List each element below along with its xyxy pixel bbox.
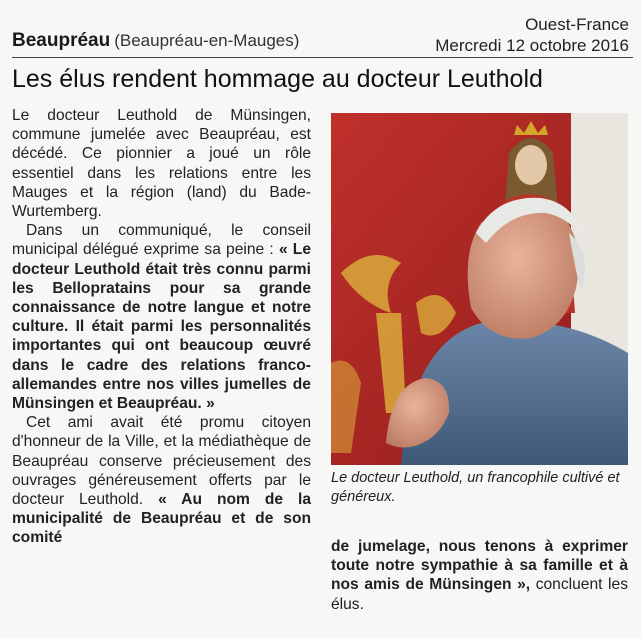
paragraph-3-outro: concluent les élus. bbox=[331, 576, 628, 613]
article-title: Les élus rendent hommage au docteur Leuthold bbox=[12, 65, 543, 93]
publication-date: Mercredi 12 octobre 2016 bbox=[435, 36, 629, 55]
paragraph-3 bbox=[12, 413, 311, 547]
commune-name: (Beaupréau-en-Mauges) bbox=[114, 31, 300, 50]
paragraph-2-intro: Dans un communiqué, le conseil municipal délégué exprime sa peine : bbox=[12, 222, 311, 259]
town-name: Beaupréau bbox=[12, 30, 111, 51]
portrait-photo bbox=[331, 113, 628, 465]
paragraph-3-continued bbox=[331, 537, 628, 614]
council-quote: « Le docteur Leuthold était très connu parmi les Bellopratains pour sa grande connaissance de notre langue et notre culture. Il était parmi les personnalités importantes qui ont beaucoup œuvré dans le cadre des relations franco-allemandes entre nos villes jumelles de Münsingen et Beaupréau. » bbox=[12, 241, 311, 413]
article-column-right bbox=[331, 537, 628, 614]
masthead-right bbox=[435, 14, 629, 56]
newspaper-name: Ouest-France bbox=[525, 15, 629, 34]
closing-quote-end: de jumelage, nous tenons à exprimer toute notre sympathie à sa famille et à nos amis de Münsingen », bbox=[331, 538, 628, 594]
closing-quote-start: « Au nom de la municipalité de Beaupréau et de son comité bbox=[12, 491, 311, 547]
paragraph-2 bbox=[12, 221, 311, 413]
photo-illustration bbox=[331, 113, 628, 465]
header-divider bbox=[12, 57, 633, 58]
paragraph-1: Le docteur Leuthold de Münsingen, commune jumelée avec Beaupréau, est décédé. Ce pionnier a joué un rôle essentiel dans les relations entre les Mauges et la région (land) du Bade-Wurtemberg. bbox=[12, 107, 311, 221]
masthead-left bbox=[12, 30, 299, 52]
photo-caption: Le docteur Leuthold, un francophile cultivé et généreux. bbox=[331, 470, 620, 505]
article-column-left bbox=[12, 106, 311, 548]
paragraph-3-intro: Cet ami avait été promu citoyen d'honneur de la Ville, et la médiathèque de Beaupréau conserve précieusement des ouvrages généreusement offerts par le docteur Leuthold. bbox=[12, 414, 311, 509]
